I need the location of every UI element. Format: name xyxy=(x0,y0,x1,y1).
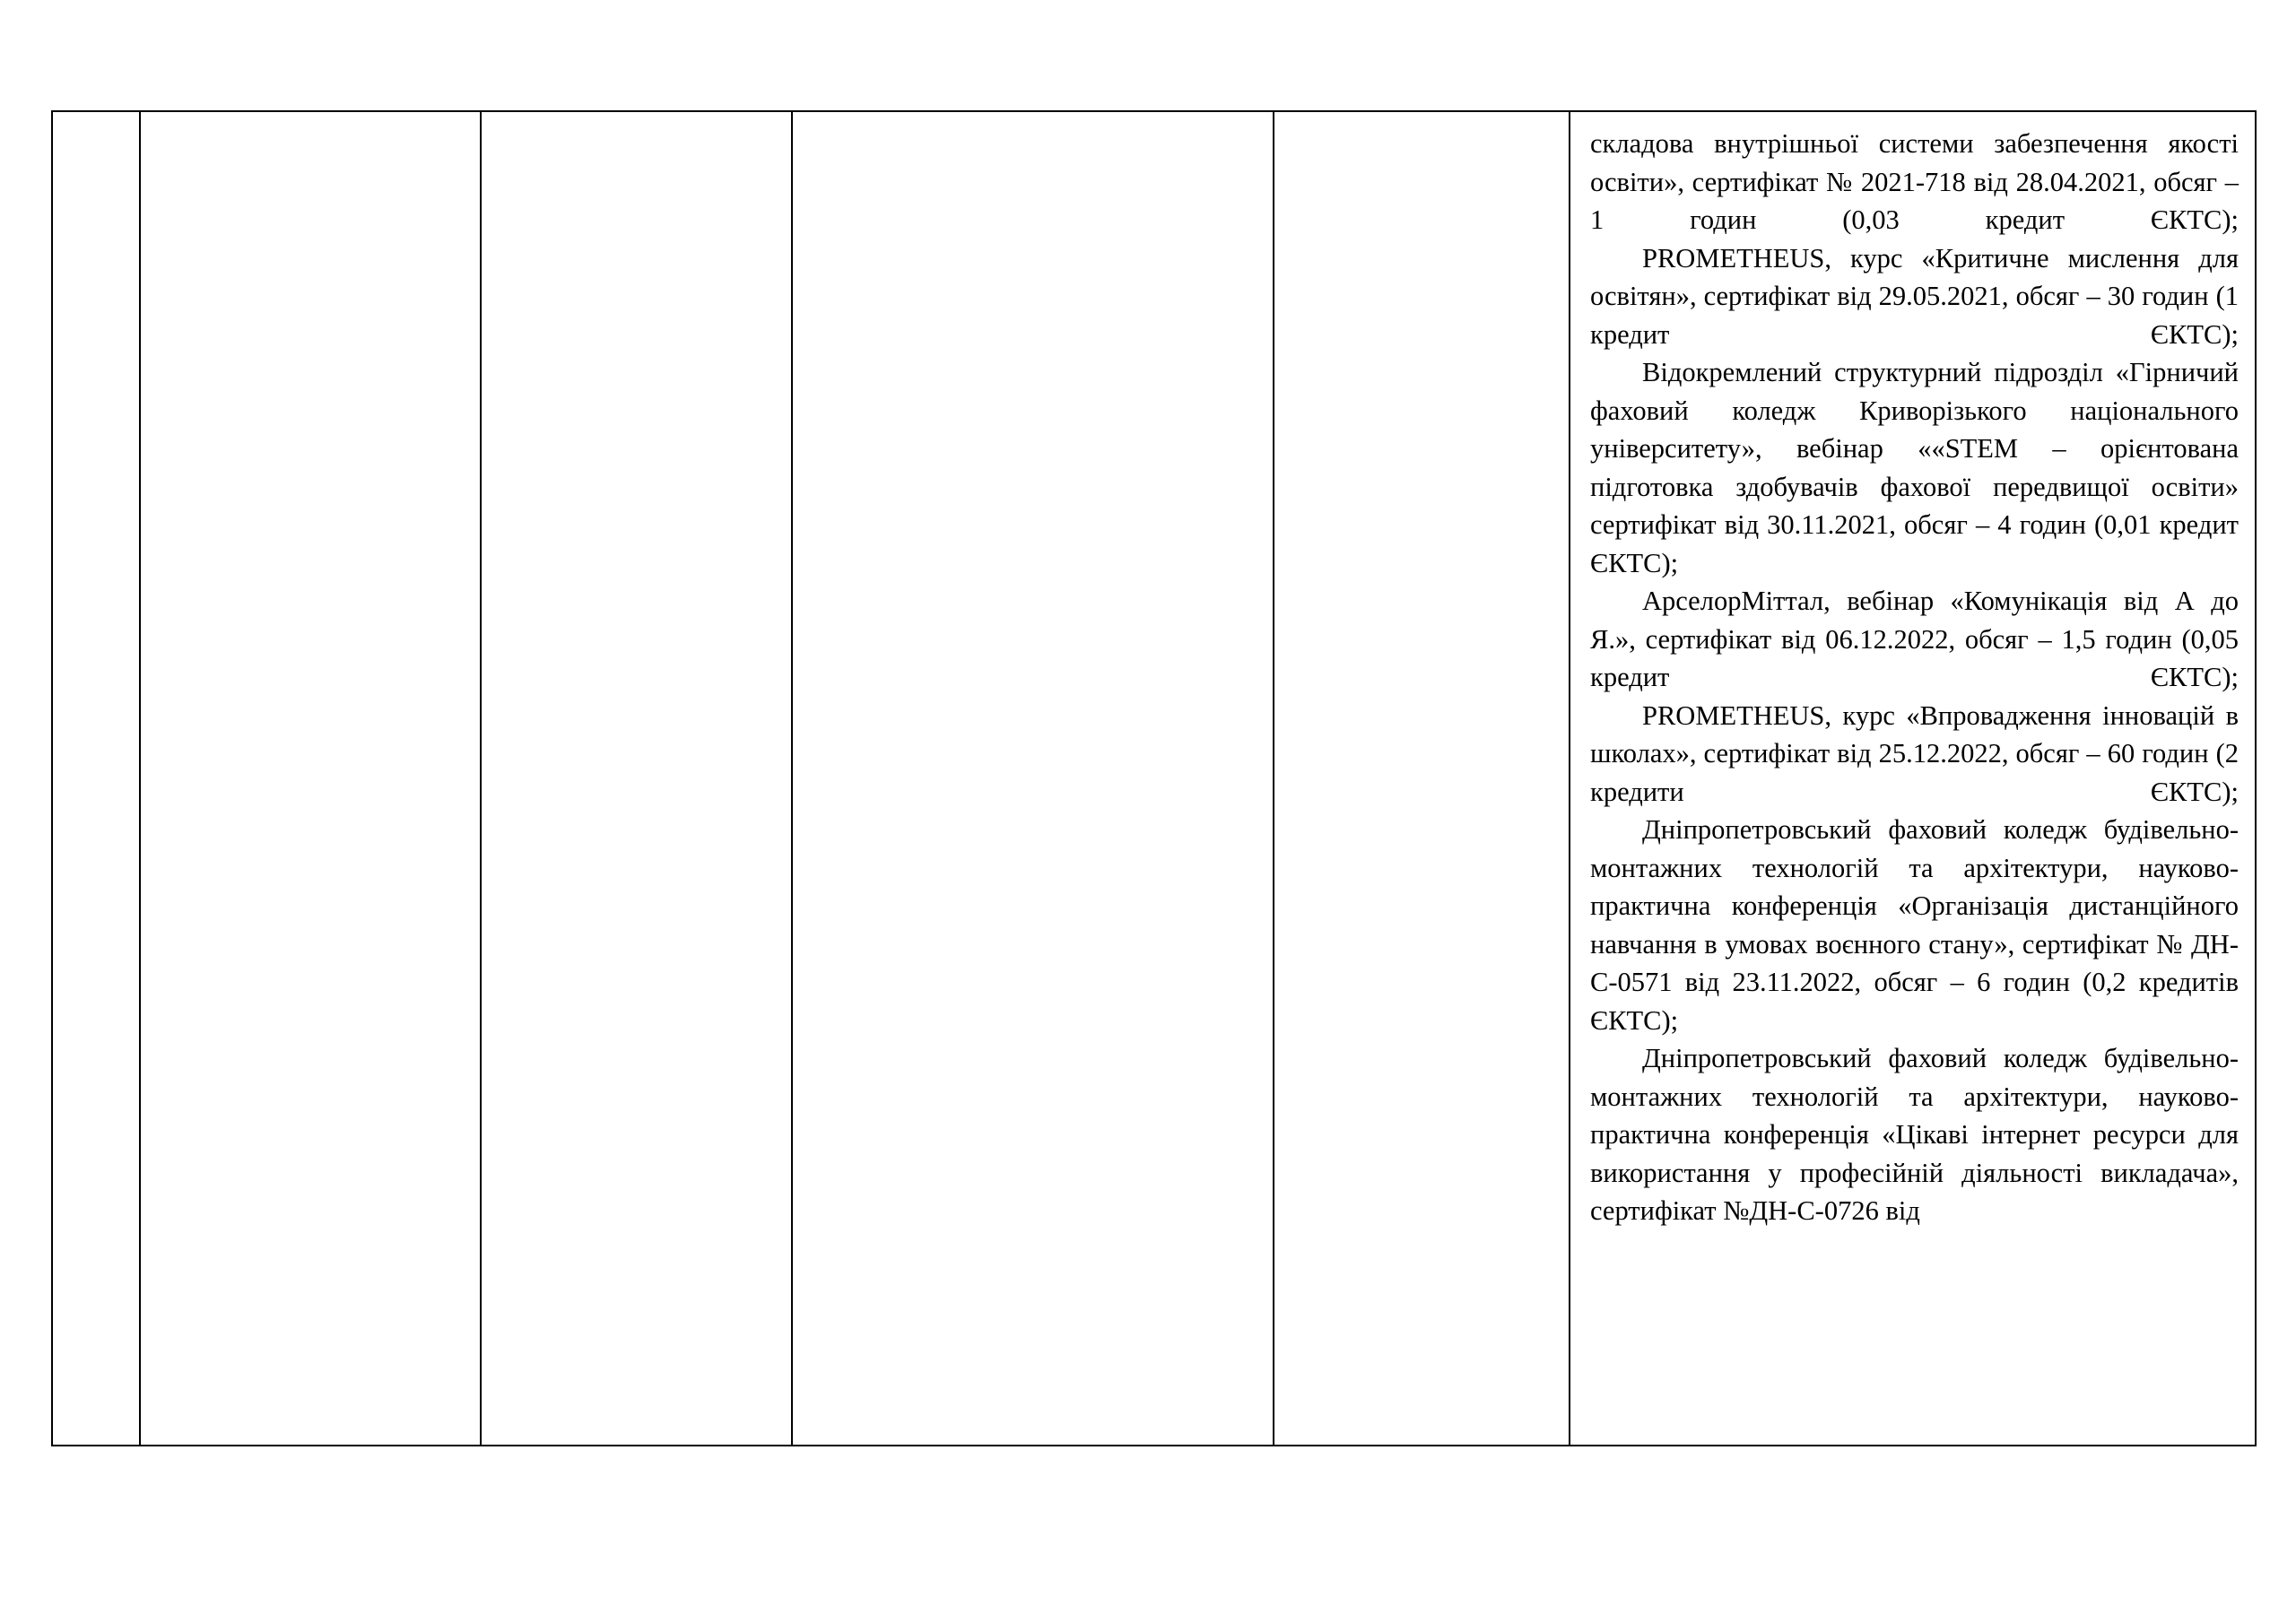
paragraph: Дніпропетровський фаховий коледж будівельно-монтажних технологій та архітектури, науково-практична конференція «Цікаві інтернет ресурси для використання у професійній діяльності викладача», сертифікат №ДН-С-0726 від xyxy=(1590,1043,2239,1226)
cell-name-inner xyxy=(141,112,480,125)
cell-professional-development xyxy=(1570,111,2256,1446)
paragraph: PROMETHEUS, курс «Впровадження інновацій в школах», сертифікат від 25.12.2022, обсяг – 60 годин (2 кредити ЄКТС); xyxy=(1590,699,2239,807)
cell-number-inner xyxy=(53,112,139,125)
paragraph: Дніпропетровський фаховий коледж будівельно-монтажних технологій та архітектури, науково-практична конференція «Організація дистанційного навчання в умовах воєнного стану», сертифікат № ДН-С-0571 від 23.11.2022, обсяг – 6 годин (0,2 кредитів ЄКТС); xyxy=(1590,814,2239,1036)
cell-discipline xyxy=(1274,111,1570,1446)
cell-name xyxy=(140,111,481,1446)
paragraph: складова внутрішньої системи забезпечення якості освіти», сертифікат № 2021-718 від 28.04.2021, обсяг – 1 годин (0,03 кредит ЄКТС); xyxy=(1590,128,2239,235)
cell-education-inner xyxy=(793,112,1273,125)
table-row xyxy=(52,111,2256,1446)
table-container xyxy=(51,110,2244,1446)
cell-position-inner xyxy=(482,112,791,125)
cell-number xyxy=(52,111,140,1446)
cell-discipline-inner xyxy=(1274,112,1569,125)
paragraph: Відокремлений структурний підрозділ «Гірничий фаховий коледж Криворізького національного університету», вебінар ««STEM – орієнтована підготовка здобувачів фахової передвищої освіти» сертифікат від 30.11.2021, обсяг – 4 годин (0,01 кредит ЄКТС); xyxy=(1590,357,2239,578)
professional-development-text xyxy=(1590,125,2239,1230)
cell-professional-development-inner xyxy=(1570,112,2255,1230)
cell-position xyxy=(481,111,792,1446)
paragraph: PROMETHEUS, курс «Критичне мислення для освітян», сертифікат від 29.05.2021, обсяг – 30 годин (1 кредит ЄКТС); xyxy=(1590,242,2239,350)
cell-education xyxy=(792,111,1274,1446)
qualification-table xyxy=(51,110,2257,1446)
paragraph: АрселорМіттал, вебінар «Комунікація від А до Я.», сертифікат від 06.12.2022, обсяг – 1,5 годин (0,05 кредит ЄКТС); xyxy=(1590,586,2239,692)
